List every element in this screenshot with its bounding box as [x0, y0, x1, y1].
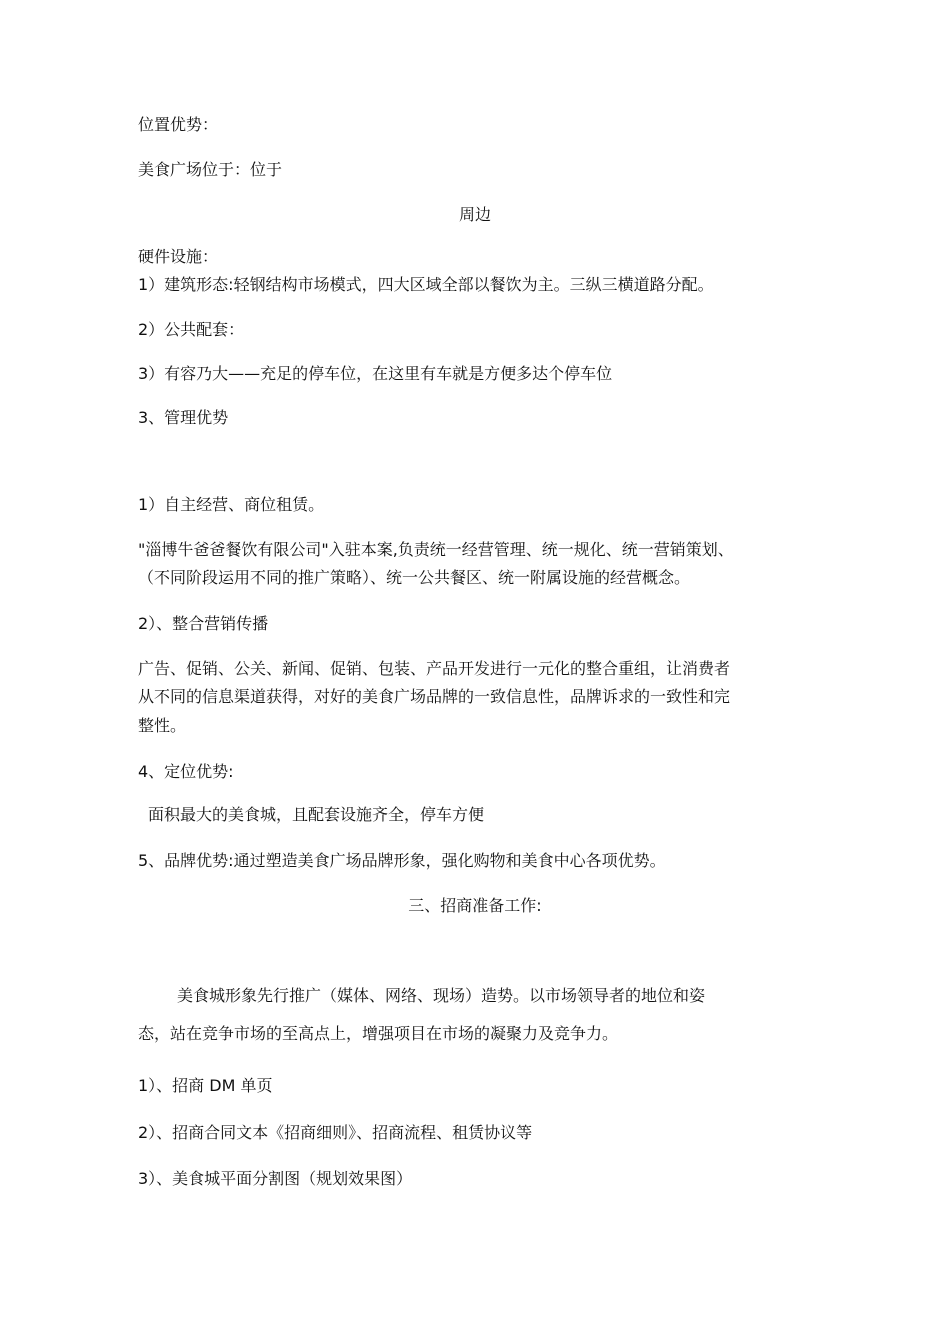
list-item-public-facilities: 2）公共配套： [138, 320, 245, 339]
list-item-dm-flyer: 1）、招商 DM 单页 [138, 1076, 273, 1095]
list-item-contract-text: 2）、招商合同文本《招商细则》、招商流程、租赁协议等 [138, 1123, 533, 1142]
list-item-building-form: 1）建筑形态:轻钢结构市场模式，四大区域全部以餐饮为主。三纵三横道路分配。 [138, 275, 714, 294]
paragraph-marketing-line1: 广告、促销、公关、新闻、促销、包装、产品开发进行一元化的整合重组，让消费者 [138, 659, 731, 678]
heading-hardware: 硬件设施： [138, 247, 219, 266]
heading-management-advantage: 3、管理优势 [138, 408, 229, 427]
paragraph-marketing-line2: 从不同的信息渠道获得，对好的美食广场品牌的一致信息性，品牌诉求的一致性和完 [138, 687, 731, 706]
heading-brand-advantage: 5、品牌优势:通过塑造美食广场品牌形象，强化购物和美食中心各项优势。 [138, 851, 666, 870]
paragraph-promotion-line2: 态，站在竞争市场的至高点上，增强项目在市场的凝聚力及竞争力。 [138, 1024, 619, 1043]
list-item-integrated-marketing: 2）、整合营销传播 [138, 614, 269, 633]
text-surroundings: 周边 [458, 205, 491, 224]
list-item-self-operation: 1）自主经营、商位租赁。 [138, 495, 325, 514]
heading-positioning-advantage: 4、定位优势: [138, 762, 234, 781]
text-positioning: 面积最大的美食城，且配套设施齐全，停车方便 [148, 805, 485, 824]
paragraph-promotion-line1: 美食城形象先行推广（媒体、网络、现场）造势。以市场领导者的地位和姿 [177, 986, 706, 1005]
paragraph-marketing-line3: 整性。 [138, 716, 187, 735]
text-location: 美食广场位于：位于 [138, 160, 283, 179]
paragraph-company-line1: "淄博牛爸爸餐饮有限公司"入驻本案,负责统一经营管理、统一规化、统一营销策划、 [138, 540, 734, 559]
list-item-parking: 3）有容乃大——充足的停车位，在这里有车就是方便多达个停车位 [138, 364, 613, 383]
section-title-investment-preparation: 三、招商准备工作: [408, 896, 542, 915]
paragraph-company-line2: （不同阶段运用不同的推广策略）、统一公共餐区、统一附属设施的经营概念。 [138, 568, 691, 587]
list-item-floor-plan: 3）、美食城平面分割图（规划效果图） [138, 1169, 413, 1188]
heading-location-advantage: 位置优势： [138, 115, 219, 134]
